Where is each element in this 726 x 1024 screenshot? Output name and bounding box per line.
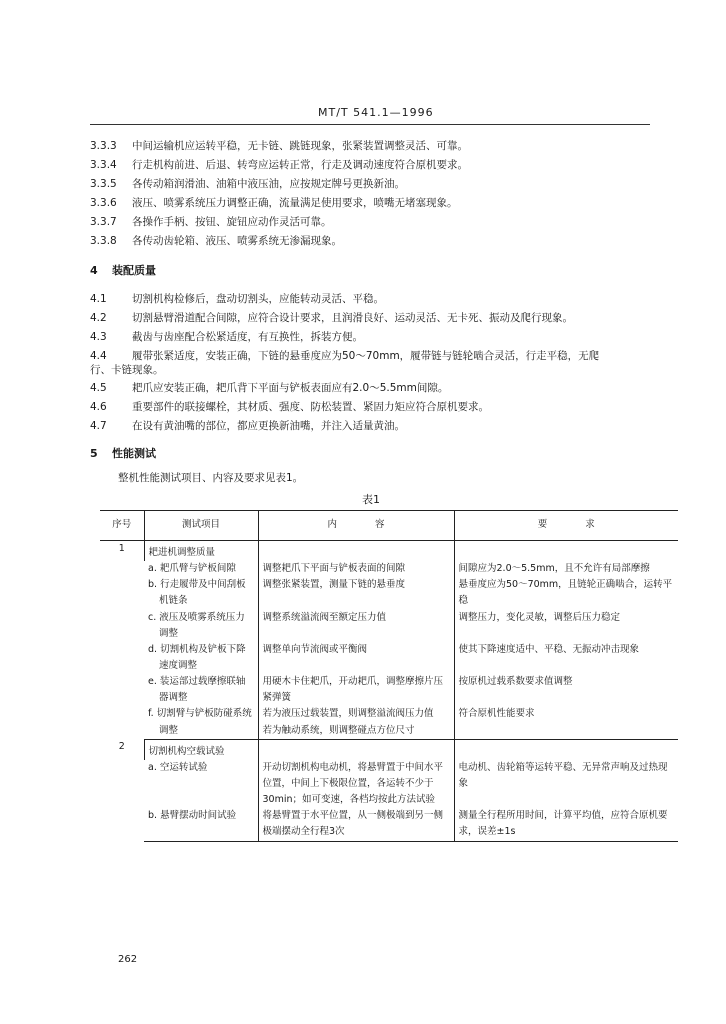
group-title-text: 耙进机调整质量 xyxy=(148,547,216,558)
table-caption: 表1 xyxy=(362,493,380,506)
table-row xyxy=(100,610,678,642)
requirement-cell xyxy=(454,760,678,808)
clause-4-5 xyxy=(90,382,676,395)
content-cell xyxy=(258,808,454,841)
requirement-text: 符合原机性能要求 xyxy=(458,708,535,720)
requirement-cell xyxy=(454,642,678,674)
standard-code-header: MT/T 541.1—1996 xyxy=(318,106,434,119)
test-item-cell xyxy=(144,706,258,739)
requirement-text: 按原机过载系数要求值调整 xyxy=(458,676,573,688)
clause-4-6 xyxy=(90,401,676,414)
requirement-text: 电动机、齿轮箱等运转平稳、无异常声响及过热现象 xyxy=(458,761,668,789)
header-rule xyxy=(90,124,650,125)
header-item: 测试项目 xyxy=(144,511,258,541)
requirement-text: 调整压力，变化灵敏，调整后压力稳定 xyxy=(458,611,621,623)
requirement-text: 间隙应为2.0～5.5mm，且不允许有局部摩擦 xyxy=(458,563,650,575)
performance-test-table xyxy=(100,510,678,842)
header-index: 序号 xyxy=(100,511,144,541)
content-text: 若为触动系统，则调整碰点方位尺寸 xyxy=(262,724,415,736)
table-row xyxy=(100,808,678,841)
test-item: a. 空运转试验 xyxy=(148,761,208,773)
table-row xyxy=(100,739,678,760)
clause-3-3-6 xyxy=(90,197,676,210)
header-requirement: 要 求 xyxy=(454,511,678,541)
requirement-cell xyxy=(454,610,678,642)
content-text: 将悬臂置于水平位置，从一侧极端到另一侧极端摆动全行程3次 xyxy=(262,810,444,838)
clause-number: 3.3.6 xyxy=(90,197,117,209)
content-cell xyxy=(258,642,454,674)
table-row xyxy=(100,760,678,808)
content-cell xyxy=(258,561,454,577)
table-cell xyxy=(258,739,454,760)
clause-text: 行走机构前进、后退、转弯应运转正常，行走及调动速度符合原机要求。 xyxy=(132,159,468,171)
clause-3-3-7 xyxy=(90,216,676,229)
requirement-cell xyxy=(454,706,678,739)
clause-4-2 xyxy=(90,312,676,325)
test-item-cell xyxy=(144,642,258,674)
clause-number: 4.2 xyxy=(90,312,107,324)
test-item-cell xyxy=(144,760,258,808)
section-number: 4 xyxy=(90,264,98,277)
section-title-text: 装配质量 xyxy=(112,264,156,277)
clause-number: 4.7 xyxy=(90,420,107,432)
content-text: 调整耙爪下平面与铲板表面的间隙 xyxy=(262,563,406,575)
clause-text: 液压、喷雾系统压力调整正确，流量满足使用要求，喷嘴无堵塞现象。 xyxy=(132,197,458,209)
clause-3-3-5 xyxy=(90,178,676,191)
test-item-cell xyxy=(144,610,258,642)
clause-text: 中间运输机应运转平稳，无卡链、跳链现象，张紧装置调整灵活、可靠。 xyxy=(132,140,468,152)
content-text: 调整张紧装置，测量下链的悬垂度 xyxy=(262,579,406,591)
test-item-cell xyxy=(144,808,258,841)
table-row xyxy=(100,541,678,562)
clause-number: 4.5 xyxy=(90,382,107,394)
clause-number: 3.3.8 xyxy=(90,235,117,247)
section-number: 5 xyxy=(90,447,98,460)
header-content: 内 容 xyxy=(258,511,454,541)
section-5-intro: 整机性能测试项目、内容及要求见表1。 xyxy=(118,472,304,484)
table-cell xyxy=(454,541,678,562)
table-header-row xyxy=(100,511,678,541)
clause-4-1 xyxy=(90,293,676,306)
clause-text: 各传动箱润滑油、油箱中液压油，应按规定牌号更换新油。 xyxy=(132,178,405,190)
clause-number: 4.3 xyxy=(90,331,107,343)
table-row xyxy=(100,674,678,706)
clause-4-4-continuation: 行、卡链现象。 xyxy=(90,364,164,376)
requirement-text: 测量全行程所用时间，计算平均值，应符合原机要求，误差±1s xyxy=(458,810,668,838)
content-text: 调整系统溢流阀至额定压力值 xyxy=(262,611,387,623)
requirement-cell xyxy=(454,808,678,841)
clause-3-3-4 xyxy=(90,159,676,172)
requirement-cell xyxy=(454,561,678,577)
section-title-text: 性能测试 xyxy=(112,447,156,460)
test-item: f. 切割臂与铲板防碰系统调整 xyxy=(148,708,252,736)
section-5-title xyxy=(90,447,156,461)
clause-text: 耙爪应安装正确，耙爪背下平面与铲板表面应有2.0～5.5mm间隙。 xyxy=(132,382,449,394)
clause-number: 4.4 xyxy=(90,350,107,362)
clause-text: 切割悬臂滑道配合间隙，应符合设计要求，且润滑良好、运动灵活、无卡死、振动及爬行现象。 xyxy=(132,312,573,324)
test-item: d. 切割机构及铲板下降速度调整 xyxy=(148,643,246,671)
clause-4-7 xyxy=(90,420,676,433)
group-title xyxy=(144,541,258,562)
table-row xyxy=(100,706,678,739)
clause-number: 3.3.3 xyxy=(90,140,117,152)
test-item: b. 悬臂摆动时间试验 xyxy=(148,810,237,822)
content-cell xyxy=(258,760,454,808)
clause-text: 各传动齿轮箱、液压、喷雾系统无渗漏现象。 xyxy=(132,235,342,247)
content-text: 用硬木卡住耙爪，开动耙爪，调整摩擦片压紧弹簧 xyxy=(262,676,444,704)
clause-4-3 xyxy=(90,331,676,344)
requirement-text: 使其下降速度适中、平稳、无振动冲击现象 xyxy=(458,643,640,655)
table-row xyxy=(100,561,678,577)
test-item-cell xyxy=(144,561,258,577)
clause-3-3-8 xyxy=(90,235,676,248)
content-cell xyxy=(258,674,454,706)
content-text: 开动切割机构电动机，将悬臂置于中间水平位置，中间上下极限位置，各运转不少于30min；如可变速，各档均按此方法试验 xyxy=(262,761,444,806)
clause-text: 切割机构检修后，盘动切割头，应能转动灵活、平稳。 xyxy=(132,293,384,305)
section-4-title xyxy=(90,264,156,278)
test-item: a. 耙爪臂与铲板间隙 xyxy=(148,563,236,575)
test-item: e. 装运部过载摩擦联轴器调整 xyxy=(148,676,246,704)
content-text: 若为液压过载装置，则调整溢流阀压力值 xyxy=(262,708,434,720)
clause-text: 在设有黄油嘴的部位，都应更换新油嘴，并注入适量黄油。 xyxy=(132,420,405,432)
clause-number: 3.3.4 xyxy=(90,159,117,171)
clause-text: 各操作手柄、按钮、旋钮应动作灵活可靠。 xyxy=(132,216,332,228)
clause-number: 3.3.7 xyxy=(90,216,117,228)
requirement-text: 悬垂度应为50～70mm，且链轮正确啮合，运转平稳 xyxy=(458,579,673,607)
clause-text: 截齿与齿座配合松紧适度，有互换性，拆装方便。 xyxy=(132,331,363,343)
clause-number: 4.6 xyxy=(90,401,107,413)
test-item: c. 液压及喷雾系统压力调整 xyxy=(148,611,245,639)
table-row xyxy=(100,642,678,674)
table-row xyxy=(100,577,678,609)
clause-text: 重要部件的联接螺栓，其材质、强度、防松装置、紧固力矩应符合原机要求。 xyxy=(132,401,489,413)
table-cell xyxy=(454,739,678,760)
table-cell xyxy=(258,541,454,562)
row-index: 1 xyxy=(118,543,125,554)
test-item-cell xyxy=(144,674,258,706)
clause-4-4 xyxy=(90,350,676,363)
content-cell xyxy=(258,610,454,642)
row-index: 2 xyxy=(118,741,125,753)
requirement-cell xyxy=(454,674,678,706)
group-title xyxy=(144,739,258,760)
test-item: b. 行走履带及中间刮板机链条 xyxy=(148,579,246,607)
page-number: 262 xyxy=(118,954,138,965)
clause-number: 4.1 xyxy=(90,293,107,305)
content-cell xyxy=(258,706,454,739)
clause-number: 3.3.5 xyxy=(90,178,117,190)
test-item-cell xyxy=(144,577,258,609)
clause-3-3-3 xyxy=(90,140,676,153)
content-text: 调整单向节流阀或平衡阀 xyxy=(262,643,368,655)
group-title-text: 切割机构空载试验 xyxy=(148,745,225,757)
requirement-cell xyxy=(454,577,678,609)
content-cell xyxy=(258,577,454,609)
clause-text: 履带张紧适度，安装正确，下链的悬垂度应为50～70mm，履带链与链轮啮合灵活，行走平稳，无爬 xyxy=(132,350,600,362)
